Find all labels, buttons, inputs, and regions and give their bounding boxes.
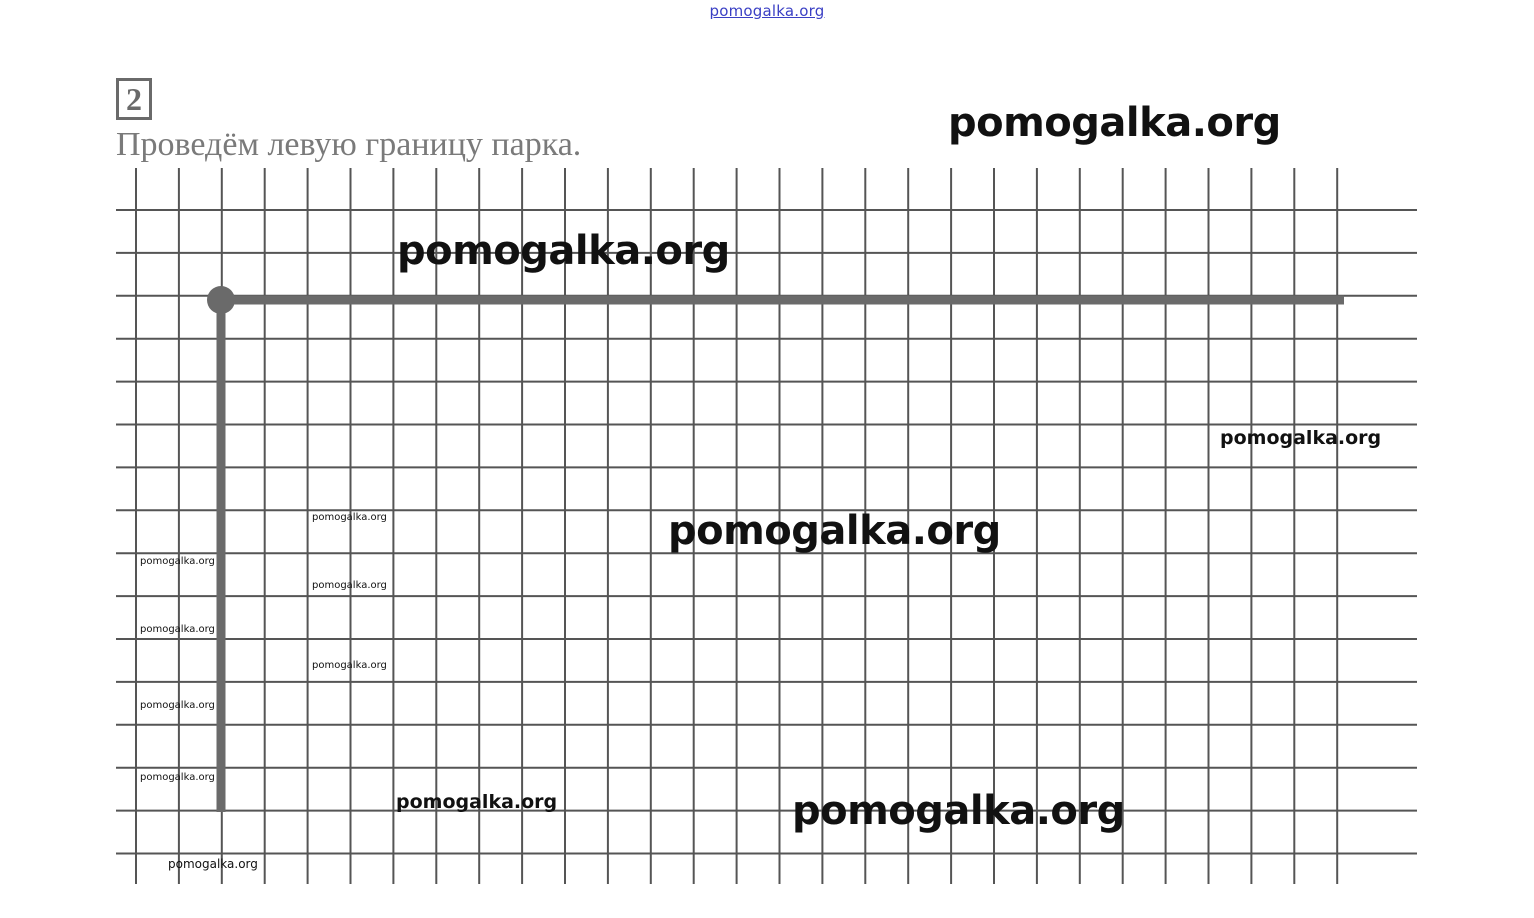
- watermark-large-upper: pomogalka.org: [397, 228, 730, 274]
- watermark-small: pomogalka.org: [312, 660, 387, 671]
- task-instruction: Проведём левую границу парка.: [116, 126, 582, 163]
- site-link[interactable]: pomogalka.org: [709, 2, 825, 20]
- watermark-medium-bottom: pomogalka.org: [396, 791, 558, 813]
- watermark-small: pomogalka.org: [312, 512, 387, 523]
- watermark-large-top-right: pomogalka.org: [948, 100, 1281, 146]
- watermark-large-middle: pomogalka.org: [668, 508, 1001, 554]
- watermark-small-bottom: pomogalka.org: [168, 857, 258, 871]
- task-number-badge: 2: [116, 78, 152, 120]
- watermark-small: pomogalka.org: [312, 580, 387, 591]
- watermark-small: pomogalka.org: [140, 700, 215, 711]
- watermark-small: pomogalka.org: [140, 556, 215, 567]
- boundary-start-point: [207, 286, 235, 314]
- watermark-small: pomogalka.org: [140, 772, 215, 783]
- watermark-large-bottom: pomogalka.org: [792, 788, 1125, 834]
- watermark-small: pomogalka.org: [140, 624, 215, 635]
- watermark-medium-right: pomogalka.org: [1220, 427, 1382, 449]
